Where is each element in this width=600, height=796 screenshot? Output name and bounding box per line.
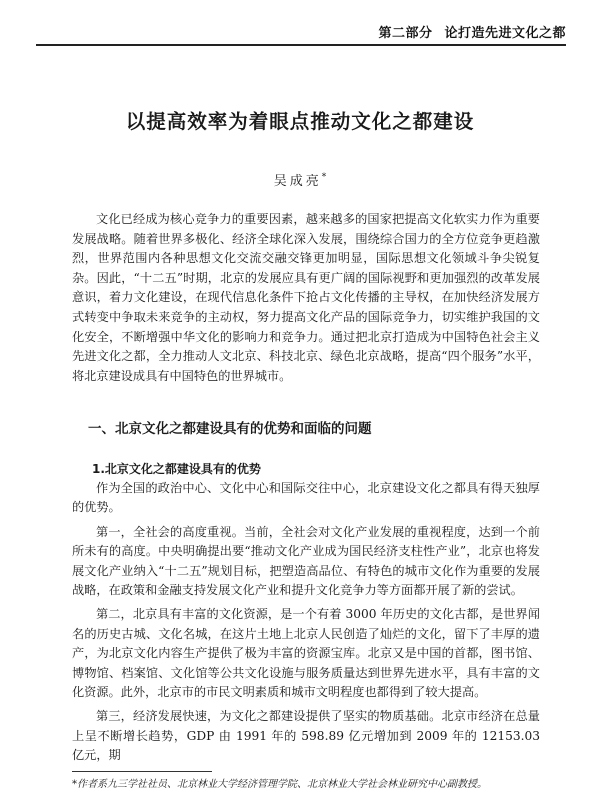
author-line	[0, 170, 600, 189]
paragraph-first: 第一，全社会的高度重视。当前，全社会对文化产业发展的重视程度，达到一个前所未有的高度。中央明确提出要“推动文化产业成为国民经济支柱性产业”，北京也将发展文化产业纳入“十二五”规划目标，把塑造高品位、有特色的城市文化作为重要的发展战略，在政策和金融支持发展文化产业和提升文化竞争力等方面都开展了新的尝试。	[72, 524, 540, 598]
header-rule	[36, 44, 566, 46]
header-section-label: 论打造先进文化之都	[444, 26, 566, 41]
paragraph-advantage-intro: 作为全国的政治中心、文化中心和国际交往中心，北京建设文化之都具有得天独厚的优势。	[72, 481, 540, 515]
intro-paragraph: 文化已经成为核心竞争力的重要因素，越来越多的国家把提高文化软实力作为重要发展战略。随着世界多极化、经济全球化深入发展，围绕综合国力的全方位竞争更趋激烈，世界范围内各种思想文化交流交融交锋更加明显，国际思想文化领域斗争尖锐复杂。因此，“十二五”时期，北京的发展应具有更广阔的国际视野和更加强烈的改革发展意识，着力文化建设，在现代信息化条件下抢占文化传播的主导权，在加快经济发展方式转变中争取未来竞争的主动权，努力提高文化产品的国际竞争力，切实维护我国的文化安全，不断增强中华文化的影响力和竞争力。通过把北京打造成为中国特色社会主义先进文化之都，全力推动人文北京、科技北京、绿色北京战略，提高“四个服务”水平，将北京建设成具有中国特色的世界城市。	[72, 212, 540, 383]
subsection-heading: 1.北京文化之都建设具有的优势	[92, 462, 261, 476]
author-footnote: *作者系九三学社社员、北京林业大学经济管理学院、北京林业大学社会林业研究中心副教授。	[72, 779, 487, 790]
running-header	[378, 22, 566, 41]
main-text-block	[72, 479, 540, 766]
paragraph-third: 第三，经济发展快速，为文化之都建设提供了坚实的物质基础。北京市经济在总量上呈不断增长趋势，GDP 由 1991 年的 598.89 亿元增加到 2009 年的 12153.03 亿元，期	[72, 709, 540, 763]
author-footnote-mark: *	[321, 172, 327, 183]
author-name: 吴成亮	[273, 174, 322, 189]
footnote-rule	[72, 771, 212, 772]
section-heading: 一、北京文化之都建设具有的优势和面临的问题	[88, 421, 372, 437]
header-part-label: 第二部分	[378, 26, 433, 41]
article-title: 以提高效率为着眼点推动文化之都建设	[125, 110, 475, 133]
intro-block	[72, 210, 540, 386]
paragraph-second: 第二，北京具有丰富的文化资源，是一个有着 3000 年历史的文化古都，是世界闻名的历史古城、文化名城，在这片土地上北京人民创造了灿烂的文化，留下了丰厚的遗产，为北京文化内容生产提供了极为丰富的资源宝库。北京又是中国的首都，图书馆、博物馆、档案馆、文化馆等公共文化设施与服务质量达到世界先进水平，具有丰富的文化资源。此外，北京市的市民文明素质和城市文明程度也都得到了较大提高。	[72, 607, 540, 700]
